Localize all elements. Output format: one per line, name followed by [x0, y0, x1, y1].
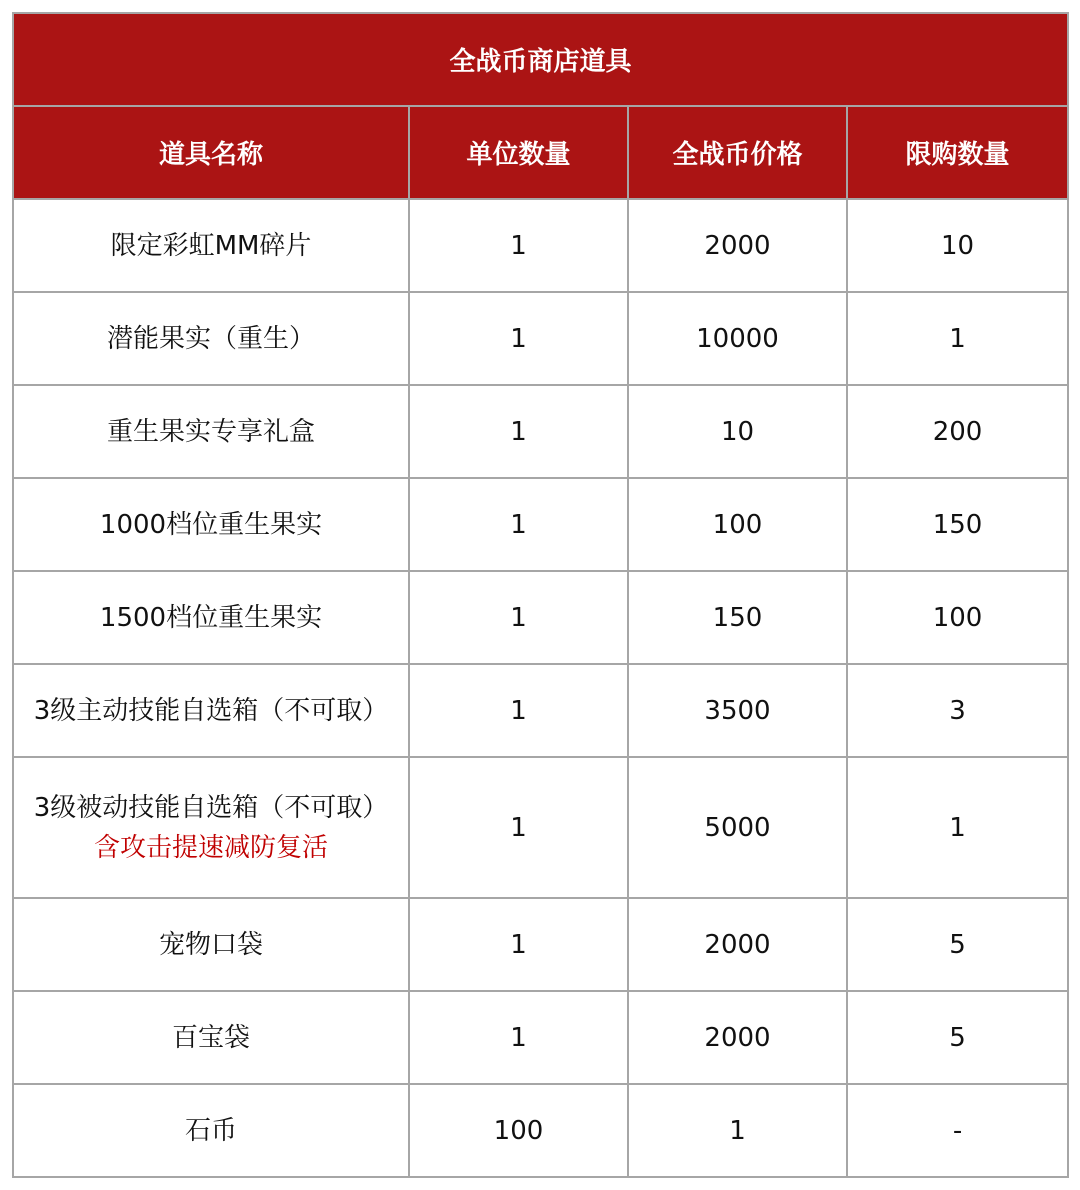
item-name-cell	[13, 991, 409, 1084]
limit-cell: 3	[847, 664, 1068, 757]
item-name: 石币	[184, 1115, 237, 1146]
price-cell: 10000	[628, 292, 847, 385]
limit-cell: 150	[847, 478, 1068, 571]
unit-quantity-cell: 1	[409, 991, 628, 1084]
item-name: 3级被动技能自选箱（不可取）	[33, 792, 389, 823]
item-name-cell	[13, 757, 409, 898]
column-header-item-name: 道具名称	[13, 106, 409, 199]
table-row	[13, 898, 1068, 991]
item-name-cell	[13, 898, 409, 991]
column-header-unit-quantity: 单位数量	[409, 106, 628, 199]
price-cell: 2000	[628, 898, 847, 991]
table-row	[13, 757, 1068, 898]
price-cell: 100	[628, 478, 847, 571]
item-name-cell	[13, 571, 409, 664]
price-cell: 150	[628, 571, 847, 664]
price-cell: 2000	[628, 199, 847, 292]
price-cell: 10	[628, 385, 847, 478]
table-row	[13, 199, 1068, 292]
limit-cell: 5	[847, 991, 1068, 1084]
item-name: 1000档位重生果实	[99, 509, 323, 540]
limit-cell: 200	[847, 385, 1068, 478]
table-row	[13, 1084, 1068, 1177]
price-cell: 2000	[628, 991, 847, 1084]
item-name: 3级主动技能自选箱（不可取）	[33, 695, 389, 726]
unit-quantity-cell: 1	[409, 478, 628, 571]
unit-quantity-cell: 1	[409, 664, 628, 757]
limit-cell: 100	[847, 571, 1068, 664]
price-cell: 5000	[628, 757, 847, 898]
item-name-cell	[13, 292, 409, 385]
item-name-cell	[13, 385, 409, 478]
unit-quantity-cell: 100	[409, 1084, 628, 1177]
column-header-purchase-limit: 限购数量	[847, 106, 1068, 199]
item-name-cell	[13, 478, 409, 571]
shop-items-table	[12, 12, 1069, 1178]
price-cell: 3500	[628, 664, 847, 757]
table-row	[13, 292, 1068, 385]
table-row	[13, 478, 1068, 571]
limit-cell: 10	[847, 199, 1068, 292]
table-row	[13, 664, 1068, 757]
table-row	[13, 991, 1068, 1084]
item-name: 1500档位重生果实	[99, 602, 323, 633]
item-name: 百宝袋	[171, 1022, 250, 1053]
limit-cell: 1	[847, 757, 1068, 898]
table-title: 全战币商店道具	[13, 13, 1068, 106]
limit-cell: 5	[847, 898, 1068, 991]
table-title-row	[13, 13, 1068, 106]
item-name: 重生果实专享礼盒	[106, 416, 315, 447]
limit-cell: -	[847, 1084, 1068, 1177]
item-name-cell	[13, 199, 409, 292]
table-row	[13, 571, 1068, 664]
limit-cell: 1	[847, 292, 1068, 385]
table-row	[13, 385, 1068, 478]
unit-quantity-cell: 1	[409, 757, 628, 898]
unit-quantity-cell: 1	[409, 292, 628, 385]
item-name: 潜能果实（重生）	[106, 323, 315, 354]
unit-quantity-cell: 1	[409, 385, 628, 478]
price-cell: 1	[628, 1084, 847, 1177]
table-header-row	[13, 106, 1068, 199]
unit-quantity-cell: 1	[409, 898, 628, 991]
column-header-price: 全战币价格	[628, 106, 847, 199]
item-name: 宠物口袋	[158, 929, 263, 960]
unit-quantity-cell: 1	[409, 571, 628, 664]
item-note: 含攻击提速减防复活	[93, 832, 328, 863]
item-name-cell	[13, 1084, 409, 1177]
item-name-cell	[13, 664, 409, 757]
item-name: 限定彩虹MM碎片	[110, 230, 312, 261]
unit-quantity-cell: 1	[409, 199, 628, 292]
